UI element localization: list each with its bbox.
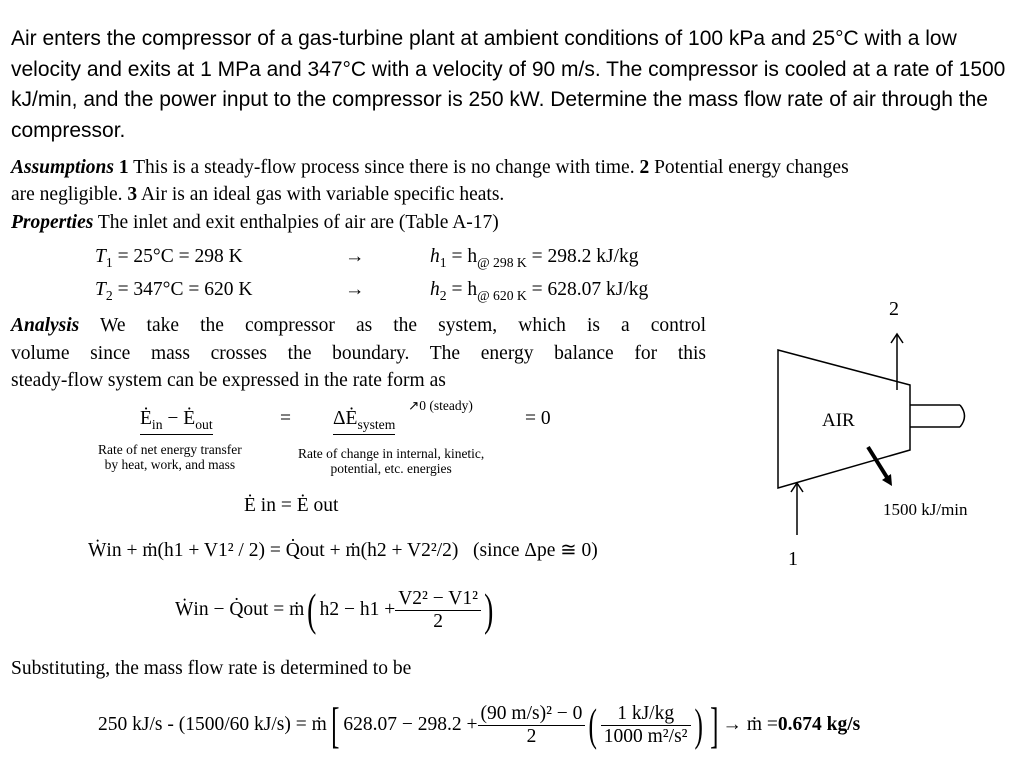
- properties-heading: Properties: [11, 212, 94, 233]
- final-result: 0.674 kg/s: [777, 714, 861, 735]
- shaft-end-icon: [960, 405, 965, 427]
- equation-ein-eout: Ė in = Ė out: [244, 495, 339, 516]
- property-row-2-right: $h_2 = h_{@ 620 K} = 628.07$ kJ/kg: [430, 279, 649, 303]
- property-row-1-left: $T_1 = 25^\circ C = 298$ K: [95, 246, 243, 270]
- properties-line: [11, 212, 499, 234]
- property-row-1-right: $h_1 = h_{@ 298 K} = 298.2$ kJ/kg: [430, 246, 639, 270]
- compressor-diagram: [760, 290, 1020, 580]
- assumption-number-1: 1: [118, 157, 129, 178]
- balance-rhs: $\Delta Ė_{system}$: [333, 408, 395, 433]
- property-row-2-left: $T_2 = 347^\circ C = 620$ K: [95, 279, 253, 303]
- assumption-3-text: Air is an ideal gas with variable specific heats.: [137, 184, 505, 205]
- steady-annotation: ↗0 (steady): [408, 398, 473, 413]
- assumption-2-text-cont: are negligible.: [11, 184, 128, 205]
- problem-statement: Air enters the compressor of a gas-turbine plant at ambient conditions of 100 kPa and 25°C with a low velocity and exits at 1 MPa and 347°C with a velocity of 90 m/s. The compressor is cooled at a rate of 1500 kJ/min, and the power input to the compressor is 250 kW. Determine the mass flow rate of air through the compressor.: [11, 27, 1006, 142]
- property-row-2-arrow: →: [345, 279, 365, 300]
- equation-work-heat: Ẇin − Q̇out = ṁ ( h2 − h1 + $\frac{\text{V2² − V1²}}{2}$ ): [175, 584, 494, 635]
- balance-lhs: $Ė_{in}$ − $Ė_{out}$: [140, 408, 213, 433]
- balance-equals: =: [280, 408, 291, 429]
- assumptions-block: [11, 154, 849, 208]
- state-1-label: 1: [788, 548, 798, 570]
- analysis-heading: Analysis: [11, 315, 80, 336]
- caption-rate-of-change: Rate of change in internal, kinetic, potential, etc. energies: [298, 446, 485, 476]
- equation-energy-balance: Ẇin + ṁ(h1 + V1² / 2) = Q̇out + ṁ(h2 + V2²/2) (since Δpe ≅ 0): [88, 540, 598, 561]
- assumptions-heading: Assumptions: [11, 157, 114, 178]
- assumption-number-2: 2: [639, 157, 650, 178]
- heat-rate-label: 1500 kJ/min: [883, 500, 968, 519]
- substituting-text: Substituting, the mass flow rate is determined to be: [11, 658, 412, 679]
- assumption-1-text: This is a steady-flow process since there is no change with time.: [128, 157, 640, 178]
- property-row-1-arrow: →: [345, 246, 365, 267]
- caption-energy-transfer: Rate of net energy transfer by heat, work, and mass: [98, 442, 242, 472]
- balance-zero: = 0: [525, 408, 551, 429]
- final-equation: 250 kJ/s - (1500/60 kJ/s) = ṁ [ 628.07 − 298.2 + $\frac{\text{(90 m/s)² − 0}}{2}$ ( $\frac{1 kJ/kg}{\text{1000 m²/s²}}$ ) ] → ṁ = 0.674 kg/s: [98, 697, 861, 753]
- heat-arrow-icon: [868, 447, 888, 479]
- analysis-block: Analysis We take the compressor as the system, which is a control volume since mass crosses the boundary. The energy balance for this steady-flow system can be expressed in the rate form as: [11, 315, 706, 391]
- assumption-number-3: 3: [127, 184, 138, 205]
- state-2-label: 2: [889, 298, 899, 320]
- properties-text: The inlet and exit enthalpies of air are (Table A-17): [93, 212, 499, 233]
- assumption-2-text: Potential energy changes: [649, 157, 849, 178]
- air-label: AIR: [822, 410, 855, 431]
